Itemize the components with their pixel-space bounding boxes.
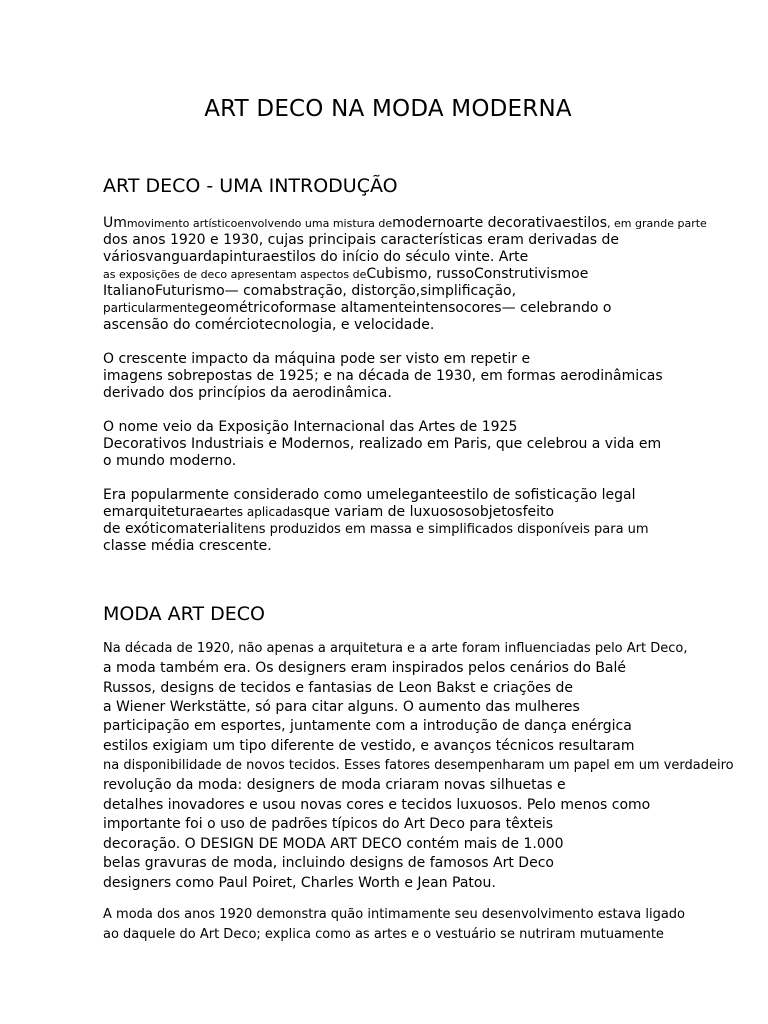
paragraph-line: decoração. O DESIGN DE MODA ART DECO contém mais de 1.000: [103, 836, 564, 852]
paragraph-line: [103, 300, 611, 317]
paragraph-line: [103, 521, 649, 538]
paragraph-line: na disponibilidade de novos tecidos. Esses fatores desempenharam um papel em um verdadeiro: [103, 758, 734, 773]
text-run: de exóticomaterial: [103, 521, 234, 537]
paragraph-line: belas gravuras de moda, incluindo designs de famosos Art Deco: [103, 855, 554, 871]
paragraph-line: O nome veio da Exposição Internacional das Artes de 1925: [103, 419, 518, 435]
text-run: que variam de luxuososobjetosfeito: [303, 504, 555, 520]
paragraph-line: importante foi o uso de padrões típicos do Art Deco para têxteis: [103, 816, 554, 832]
paragraph-line: ao daquele do Art Deco; explica como as artes e o vestuário se nutriram mutuamente: [103, 927, 664, 942]
paragraph-line: ascensão do comérciotecnologia, e velocidade.: [103, 317, 435, 333]
text-run: emarquiteturae: [103, 504, 213, 520]
text-run-small: movimento artísticoenvolvendo uma mistura de: [126, 217, 393, 230]
text-run: Um: [103, 215, 127, 231]
paragraph-line: estilos exigiam um tipo diferente de vestido, e avanços técnicos resultaram: [103, 738, 635, 754]
paragraph-line: derivado dos princípios da aerodinâmica.: [103, 385, 392, 401]
paragraph-line: dos anos 1920 e 1930, cujas principais características eram derivadas de: [103, 232, 620, 248]
paragraph-line: Na década de 1920, não apenas a arquitetura e a arte foram influenciadas pelo Art Deco,: [103, 641, 688, 656]
text-run: geométricoformase altamenteintensocores— celebrando o: [199, 300, 612, 316]
paragraph-line: designers como Paul Poiret, Charles Worth e Jean Patou.: [103, 875, 496, 891]
text-run-small: , em grande parte: [607, 217, 707, 230]
paragraph-line: [103, 215, 707, 232]
paragraph-line: Russos, designs de tecidos e fantasias de Leon Bakst e criações de: [103, 680, 573, 696]
text-run: modernoarte decorativaestilos: [392, 215, 608, 231]
text-run-small: particularmente: [103, 301, 200, 315]
paragraph-line: ItalianoFuturismo— comabstração, distorção,simplificação,: [103, 283, 517, 299]
paragraph-line: o mundo moderno.: [103, 453, 237, 469]
text-run-small: as exposições de deco apresentam aspectos de: [103, 268, 367, 281]
paragraph-line: revolução da moda: designers de moda criaram novas silhuetas e: [103, 777, 566, 793]
paragraph-line: váriosvanguardapinturaestilos do início do século vinte. Arte: [103, 249, 529, 265]
paragraph-line: [103, 504, 554, 521]
section-heading-moda-art-deco: MODA ART DECO: [103, 603, 266, 625]
paragraph-line: O crescente impacto da máquina pode ser visto em repetir e: [103, 351, 531, 367]
text-run-small: itens produzidos em massa e simplificados disponíveis para um: [233, 522, 649, 537]
paragraph-line: detalhes inovadores e usou novas cores e tecidos luxuosos. Pelo menos como: [103, 797, 651, 813]
paragraph-line: classe média crescente.: [103, 538, 272, 554]
text-run-small: artes aplicadas: [212, 505, 304, 519]
document-title: ART DECO NA MODA MODERNA: [204, 96, 572, 122]
section-heading-introduction: ART DECO - UMA INTRODUÇÃO: [103, 175, 398, 197]
paragraph-line: a Wiener Werkstätte, só para citar alguns. O aumento das mulheres: [103, 699, 580, 715]
paragraph-line: [103, 266, 588, 283]
paragraph-line: imagens sobrepostas de 1925; e na década de 1930, em formas aerodinâmicas: [103, 368, 663, 384]
paragraph-line: a moda também era. Os designers eram inspirados pelos cenários do Balé: [103, 660, 627, 676]
paragraph-line: participação em esportes, juntamente com a introdução de dança enérgica: [103, 718, 632, 734]
paragraph-line: A moda dos anos 1920 demonstra quão intimamente seu desenvolvimento estava ligado: [103, 907, 685, 922]
paragraph-line: Decorativos Industriais e Modernos, realizado em Paris, que celebrou a vida em: [103, 436, 662, 452]
text-run: Cubismo, russoConstrutivismoe: [366, 266, 589, 282]
paragraph-line: Era popularmente considerado como umeleganteestilo de sofisticação legal: [103, 487, 636, 503]
